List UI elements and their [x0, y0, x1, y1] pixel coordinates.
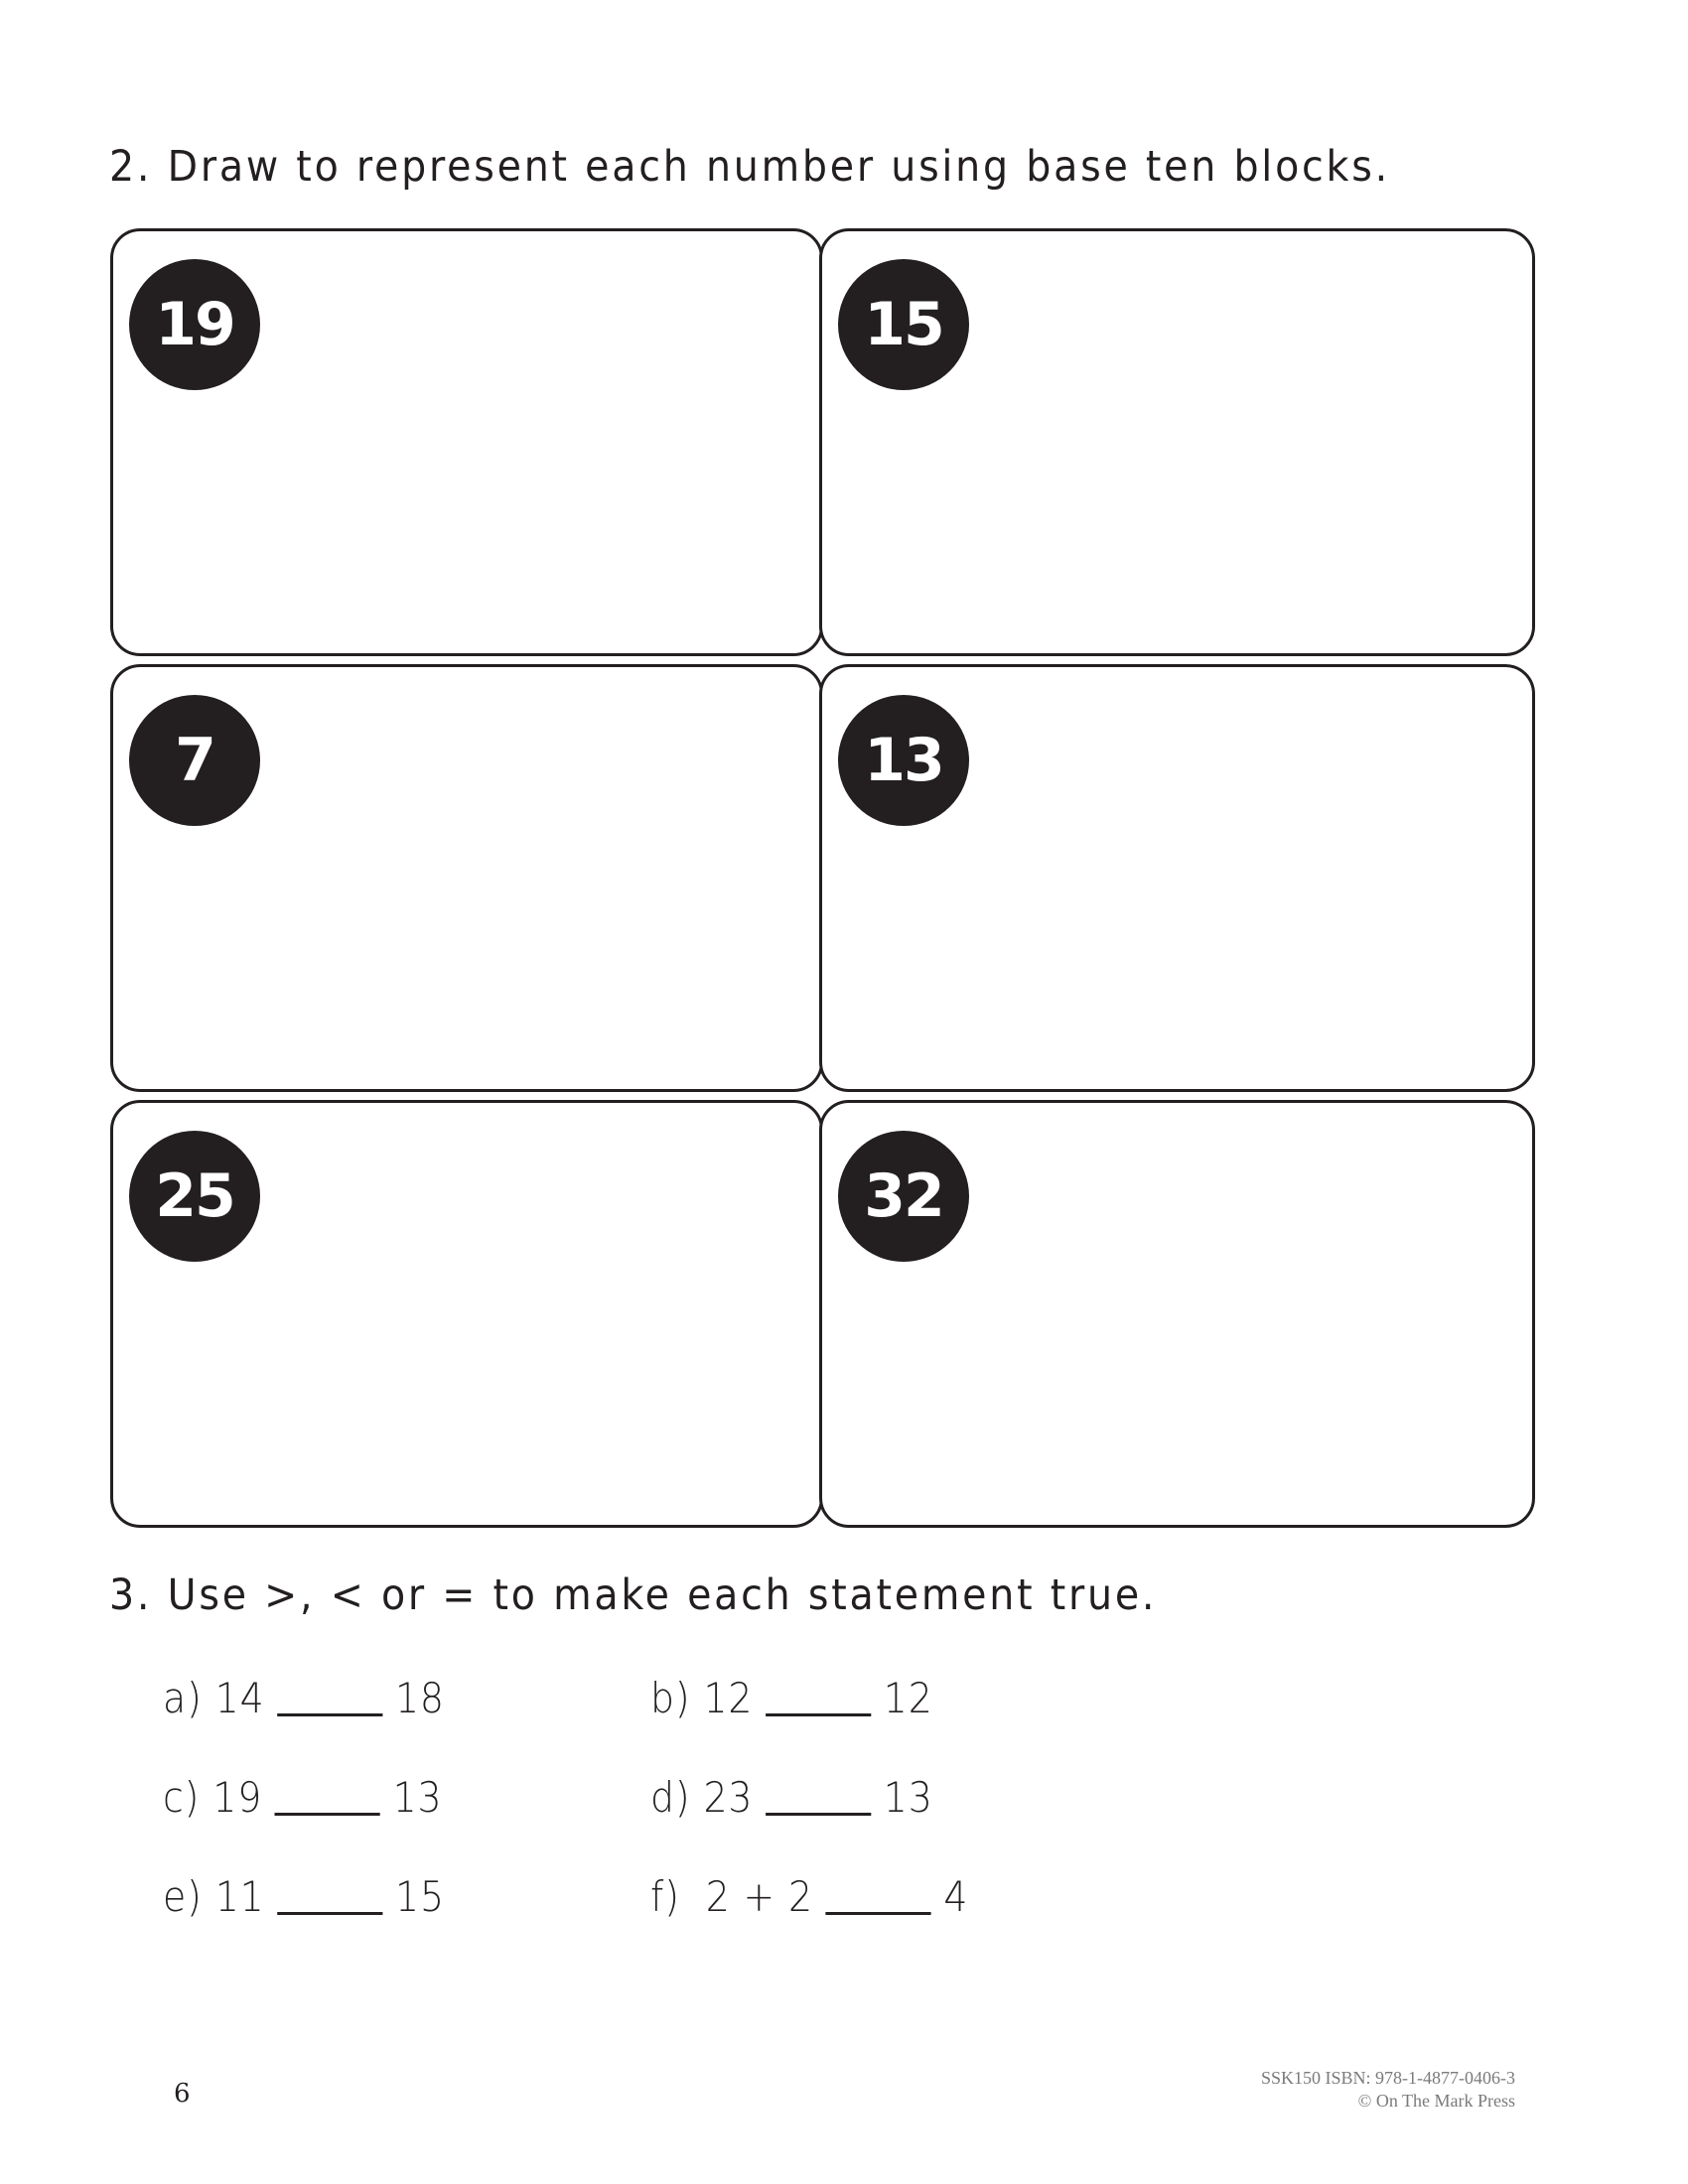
- item-right-value: 15: [395, 1872, 445, 1921]
- question-3-heading: [109, 1570, 1157, 1620]
- item-right-value: 13: [883, 1773, 933, 1822]
- number-badge: [838, 695, 969, 826]
- item-left-value: 2 + 2: [705, 1872, 813, 1921]
- item-right-value: 13: [392, 1773, 443, 1822]
- item-label: a): [163, 1674, 203, 1722]
- item-left-value: 23: [703, 1773, 754, 1822]
- comparison-item-b: [650, 1674, 933, 1722]
- comparison-item-e: [163, 1872, 445, 1921]
- comparison-item-f: [650, 1872, 968, 1921]
- badge-number: 19: [155, 290, 234, 359]
- answer-blank[interactable]: [766, 1813, 871, 1816]
- badge-number: 15: [864, 290, 943, 359]
- drawing-box-7[interactable]: [110, 664, 823, 1092]
- question-2-number: 2.: [109, 142, 153, 192]
- drawing-box-19[interactable]: [110, 228, 823, 656]
- answer-blank[interactable]: [766, 1713, 871, 1716]
- item-right-value: 4: [943, 1872, 969, 1921]
- drawing-box-13[interactable]: [819, 664, 1535, 1092]
- question-3-text: Use >, < or = to make each statement true.: [167, 1570, 1158, 1620]
- drawing-box-32[interactable]: [819, 1100, 1535, 1528]
- item-left-value: 11: [214, 1872, 265, 1921]
- item-label: e): [163, 1872, 203, 1921]
- drawing-box-grid: [110, 228, 1535, 1528]
- badge-number: 13: [864, 726, 943, 795]
- badge-number: 7: [175, 726, 214, 795]
- badge-number: 25: [155, 1161, 234, 1231]
- number-badge: [838, 1131, 969, 1262]
- comparison-item-a: [163, 1674, 445, 1722]
- badge-number: 32: [864, 1161, 943, 1231]
- number-badge: [129, 695, 260, 826]
- item-left-value: 12: [703, 1674, 754, 1722]
- drawing-box-15[interactable]: [819, 228, 1535, 656]
- number-badge: [129, 259, 260, 390]
- item-label: f): [650, 1872, 680, 1921]
- comparison-item-d: [650, 1773, 933, 1822]
- item-label: c): [163, 1773, 201, 1822]
- item-left-value: 19: [212, 1773, 263, 1822]
- question-2-text: Draw to represent each number using base ten blocks.: [167, 142, 1390, 192]
- copyright-line: © On The Mark Press: [1357, 2091, 1515, 2111]
- comparison-item-c: [163, 1773, 442, 1822]
- item-left-value: 14: [214, 1674, 265, 1722]
- item-right-value: 12: [883, 1674, 933, 1722]
- number-badge: [129, 1131, 260, 1262]
- answer-blank[interactable]: [277, 1713, 382, 1716]
- item-label: d): [650, 1773, 691, 1822]
- page-number: 6: [174, 2079, 191, 2109]
- isbn-line: SSK150 ISBN: 978-1-4877-0406-3: [1260, 2068, 1515, 2088]
- question-3-number: 3.: [109, 1570, 153, 1620]
- answer-blank[interactable]: [275, 1813, 380, 1816]
- publisher-footer: [1261, 2067, 1515, 2113]
- answer-blank[interactable]: [277, 1912, 382, 1915]
- answer-blank[interactable]: [826, 1912, 931, 1915]
- item-right-value: 18: [394, 1674, 445, 1722]
- drawing-box-25[interactable]: [110, 1100, 823, 1528]
- question-2-heading: [109, 142, 1390, 192]
- number-badge: [838, 259, 969, 390]
- item-label: b): [650, 1674, 691, 1722]
